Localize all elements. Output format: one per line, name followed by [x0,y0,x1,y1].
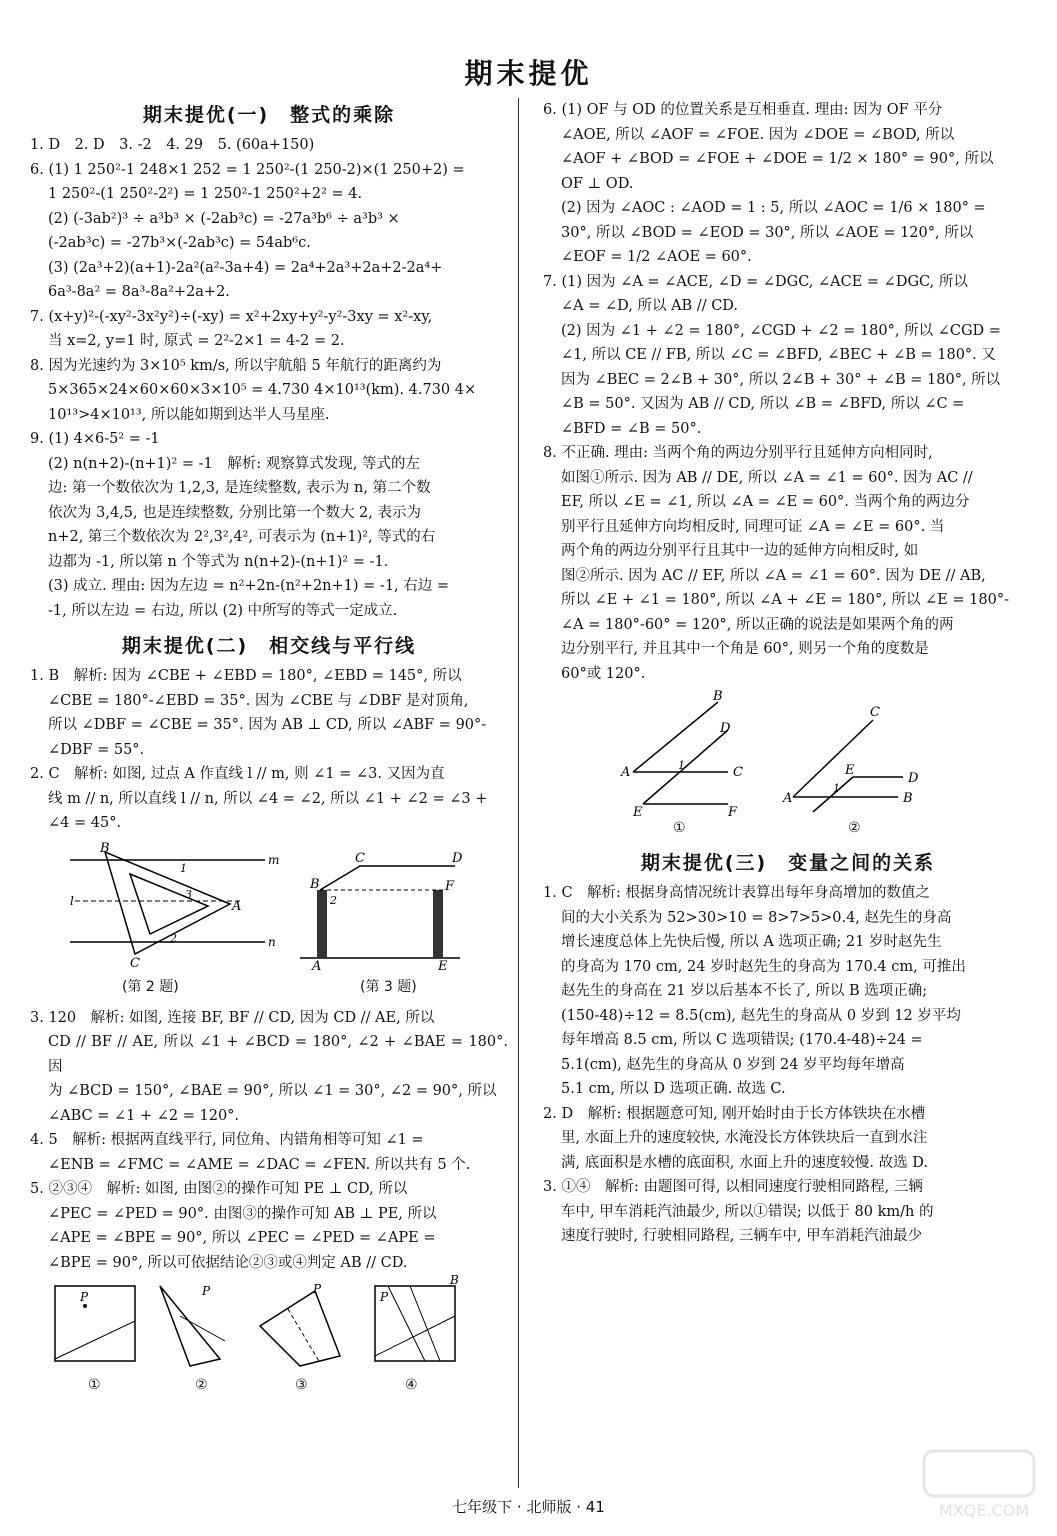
svg-text:B: B [100,840,110,856]
answer-line: 10¹³>4×10¹³, 所以能如期到达半人马星座. [48,406,330,423]
svg-text:E: E [438,958,448,974]
answer-line: 7. (1) 因为 ∠A = ∠ACE, ∠D = ∠DGC, ∠ACE = ∠DGC, 所以 [543,273,968,290]
svg-text:F: F [728,805,738,820]
svg-text:P: P [313,1282,322,1296]
answer-line: ∠ABC = ∠1 + ∠2 = 120°. [48,1107,240,1124]
figure-q2-q3-diagram [30,842,508,972]
svg-text:A: A [312,958,322,974]
svg-text:MXQE.COM: MXQE.COM [939,1501,1030,1520]
answer-line: ∠B = 50°. 又因为 AB // CD, 所以 ∠B = ∠BFD, 所以 ∠C = [561,396,965,412]
answer-line: 2. C 解析: 如图, 过点 A 作直线 l // m, 则 ∠1 = ∠3. 又因为直 [30,766,445,782]
answer-line: (2) n(n+2)-(n+1)² = -1 解析: 观察算式发现, 等式的左 [48,455,420,472]
answer-line: -1, 所以左边 = 右边, 所以 (2) 中所写的等式一定成立. [48,602,398,619]
answer-line: 8. 因为光速约为 3×10⁵ km/s, 所以宇航船 5 年航行的距离约为 [30,357,442,374]
answer-line: ∠1, 所以 CE // FB, 所以 ∠C = ∠BFD, ∠BEC + ∠B = 180°. 又 [561,347,996,363]
answer-line: 当 x=2, y=1 时, 原式 = 2²-2×1 = 4-2 = 2. [48,333,345,349]
answer-line: ∠ENB = ∠FMC = ∠AME = ∠DAC = ∠FEN. 所以共有 5 个. [48,1156,471,1173]
answer-line: ∠APE = ∠BPE = 90°, 所以 ∠PEC = ∠PED = ∠APE = [48,1230,436,1246]
answer-line: ∠CBE = 180°-∠EBD = 35°. 因为 ∠CBE 与 ∠DBF 是对顶角, [48,692,469,709]
answer-line: ∠BPE = 90°, 所以可依据结论②③或④判定 AB // CD. [48,1254,408,1271]
answer-line: (3) 成立. 理由: 因为左边 = n²+2n-(n²+2n+1) = -1, 右边 = [48,578,450,594]
answer-line: ∠PEC = ∠PED = 90°. 由图③的操作可知 AB ⊥ PE, 所以 [48,1205,437,1222]
answer-line: 因为 ∠BEC = 2∠B + 30°, 所以 2∠B + 30° + ∠B = 180°, 所以 [561,371,1001,388]
figures-q8 [543,689,1033,842]
svg-text:1: 1 [833,782,840,795]
answer-line: 里, 水面上升的速度较快, 水淹没长方体铁块后一直到水注 [561,1130,928,1146]
section-heading-2: 期末提优(二) 相交线与平行线 [121,635,417,657]
answer-line: 6. (1) 1 250²-1 248×1 252 = 1 250²-(1 250-2)×(1 250+2) = [30,161,465,178]
section-heading-3: 期末提优(三) 变量之间的关系 [640,852,936,874]
answer-line: 5×365×24×60×60×3×10⁵ = 4.730 4×10¹³(km). 4.730 4× [48,382,477,398]
answer-line: 如图①所示. 因为 AB // DE, 所以 ∠A = ∠1 = 60°. 因为 AC // [561,469,973,486]
svg-text:P: P [80,1290,89,1304]
answer-line: CD // BF // AE, 所以 ∠1 + ∠BCD = 180°, ∠2 + ∠BAE = 180°. 因 [48,1034,508,1075]
figure-q5-diagram [30,1273,508,1391]
fig5-label-1: ① [88,1377,101,1393]
fig5-label-3: ③ [295,1377,308,1393]
svg-text:B: B [450,1273,459,1287]
answer-line: 别平行且延伸方向均相反时, 同理可证 ∠A = ∠E = 60°. 当 [561,518,945,535]
answer-line: 两个角的两边分别平行且其中一边的延伸方向相反时, 如 [561,543,919,559]
svg-text:1: 1 [180,861,187,875]
svg-text:B: B [903,791,913,806]
answer-line: 1. C 解析: 根据身高情况统计表算出每年身高增加的数值之 [543,885,931,901]
answer-line: ∠4 = 45°. [48,815,122,831]
answer-line: 8. 不正确. 理由: 当两个角的两边分别平行且延伸方向相同时, [543,445,933,461]
svg-text:B: B [310,876,320,892]
answer-line: 增长速度总体上先快后慢, 所以 A 选项正确; 21 岁时赵先生 [561,934,942,950]
answer-line: 5.1(cm), 赵先生的身高从 0 岁到 24 岁平均每年增高 [561,1056,905,1073]
svg-text:C: C [355,850,365,866]
svg-text:2: 2 [330,893,337,907]
watermark-logo [919,1446,1039,1526]
answer-line: 5. ②③④ 解析: 如图, 由图②的操作可知 PE ⊥ CD, 所以 [30,1181,408,1197]
answer-line: 图②所示. 因为 AC // EF, 所以 ∠A = ∠1 = 60°. 因为 DE // AB, [561,567,986,584]
answer-line: EF, 所以 ∠E = ∠1, 所以 ∠A = ∠E = 60°. 当两个角的两边分 [561,494,970,510]
answer-line: 1. D 2. D 3. -2 4. 29 5. (60a+150) [30,137,315,153]
answer-line: 60°或 120°. [561,665,646,682]
section-1-answers [30,133,508,623]
answer-line: 车中, 甲车消耗汽油最少, 所以①错误; 以低于 80 km/h 的 [561,1203,934,1220]
answer-line: 所以 ∠E + ∠1 = 180°, 所以 ∠A + ∠E = 180°, 所以 ∠E = 180°- [561,592,1009,608]
svg-text:C: C [733,765,743,780]
svg-text:C: C [130,955,140,971]
svg-text:F: F [445,878,455,894]
svg-text:C: C [870,705,880,720]
answer-line: ∠BFD = ∠B = 50°. [561,420,702,437]
answer-line: 3. ①④ 解析: 由题图可得, 以相同速度行驶相同路程, 三辆 [543,1179,923,1195]
right-column [543,98,1033,1249]
column-divider [518,98,519,1488]
page-title: 期末提优 [464,57,593,90]
answer-line: ∠EOF = 1/2 ∠AOE = 60°. [561,249,752,265]
right-answers-b [543,881,1033,1249]
answer-line: 边分别平行, 并且其中一个角是 60°, 则另一个角的度数是 [561,641,929,657]
answer-line: 满, 底面积是水槽的底面积, 水面上升的速度较慢. 故选 D. [561,1154,928,1171]
answer-line: (150-48)÷12 = 8.5(cm), 赵先生的身高从 0 岁到 12 岁平均 [561,1007,961,1024]
svg-text:1: 1 [678,759,685,772]
figures-q5 [30,1273,508,1411]
answer-line: 为 ∠BCD = 150°, ∠BAE = 90°, 所以 ∠1 = 30°, ∠2 = 90°, 所以 [48,1083,497,1099]
answer-line: 5.1 cm, 所以 D 选项正确. 故选 C. [561,1081,786,1097]
answer-line: (3) (2a³+2)(a+1)-2a²(a²-3a+4) = 2a⁴+2a³+2a+2-2a⁴+ [48,259,443,276]
caption-q3: (第 3 题) [360,978,417,995]
section-heading-1: 期末提优(一) 整式的乘除 [142,104,396,126]
svg-text:A: A [783,791,793,806]
answer-line: (-2ab³c) = -27b³×(-2ab³c) = 54ab⁶c. [48,235,311,251]
answer-line: 4. 5 解析: 根据两直线平行, 同位角、内错角相等可知 ∠1 = [30,1132,424,1148]
svg-text:2: 2 [170,931,177,945]
right-answers-a [543,98,1033,686]
answer-line: ∠A = ∠D, 所以 AB // CD. [561,298,739,314]
figures-q2-q3 [30,842,508,1000]
answer-line: ∠DBF = 55°. [48,741,145,758]
svg-text:B: B [713,689,723,704]
svg-text:E: E [845,763,855,778]
answer-line: 线 m // n, 所以直线 l // n, 所以 ∠4 = ∠2, 所以 ∠1 + ∠2 = ∠3 + [48,790,488,807]
left-column [30,98,508,1417]
svg-text:P: P [202,1284,211,1298]
fig5-label-4: ④ [405,1377,418,1393]
answer-line: 速度行驶时, 行驶相同路程, 三辆车中, 甲车消耗汽油最少 [561,1228,923,1244]
answer-line: n+2, 第三个数依次为 2²,3²,4², 可表示为 (n+1)², 等式的右 [48,529,436,545]
caption-q2: (第 2 题) [122,978,179,995]
svg-text:E: E [633,805,643,820]
fig5-label-2: ② [195,1377,208,1393]
page-footer: 七年级下 · 北师版 · 41 [452,1498,605,1516]
answer-line: 边都为 -1, 所以第 n 个等式为 n(n+2)-(n+1)² = -1. [48,553,389,570]
section-2-answers-a [30,664,508,836]
answer-line: 30°, 所以 ∠BOD = ∠EOD = 30°, 所以 ∠AOE = 120°, 所以 [561,224,974,241]
svg-text:D: D [720,721,731,736]
answer-line: 所以 ∠DBF = ∠CBE = 35°. 因为 AB ⊥ CD, 所以 ∠ABF = 90°- [48,717,487,733]
svg-text:n: n [268,934,276,949]
answer-line: 间的大小关系为 52>30>10 = 8>7>5>0.4, 赵先生的身高 [561,909,952,926]
answer-line: 的身高为 170 cm, 24 岁时赵先生的身高为 170.4 cm, 可推出 [561,958,966,975]
svg-text:l: l [70,893,74,908]
svg-text:3: 3 [185,887,192,901]
svg-text:D: D [452,850,463,866]
answer-line: 1 250²-(1 250²-2²) = 1 250²-1 250²+2² = 4. [48,186,363,202]
answer-line: (2) 因为 ∠1 + ∠2 = 180°, ∠CGD + ∠2 = 180°, 所以 ∠CGD = [561,322,1001,339]
answer-line: 9. (1) 4×6-5² = -1 [30,431,160,447]
section-2-answers-b [30,1006,508,1276]
answer-line: 6. (1) OF 与 OD 的位置关系是互相垂直. 理由: 因为 OF 平分 [543,102,943,118]
svg-text:P: P [380,1290,389,1304]
fig8-label-2: ② [848,820,861,836]
answer-line: 赵先生的身高在 21 岁以后基本不长了, 所以 B 选项正确; [561,983,928,999]
answer-line: 每年增高 8.5 cm, 所以 C 选项错误; (170.4-48)÷24 = [561,1032,923,1048]
answer-line: ∠AOF + ∠BOD = ∠FOE + ∠DOE = 1/2 × 180° = 90°, 所以 [561,151,994,167]
answer-line: ∠AOE, 所以 ∠AOF = ∠FOE. 因为 ∠DOE = ∠BOD, 所以 [561,126,955,143]
figure-q8-diagram [543,689,1033,822]
answer-line: OF ⊥ OD. [561,175,634,192]
svg-text:m: m [268,852,280,867]
answer-line: 1. B 解析: 因为 ∠CBE + ∠EBD = 180°, ∠EBD = 145°, 所以 [30,668,462,684]
svg-text:D: D [908,771,919,786]
answer-line: 7. (x+y)²-(-xy²-3x²y²)÷(-xy) = x²+2xy+y²-y²-3xy = x²-xy, [30,308,433,325]
svg-text:A: A [232,898,242,914]
svg-text:A: A [621,765,631,780]
answer-line: 3. 120 解析: 如图, 连接 BF, BF // CD, 因为 CD // AE, 所以 [30,1009,435,1026]
answer-line: (2) (-3ab²)³ ÷ a³b³ × (-2ab³c) = -27a³b⁶ ÷ a³b³ × [48,210,400,227]
answer-line: 6a³-8a² = 8a³-8a²+2a+2. [48,284,230,300]
fig8-label-1: ① [673,820,686,836]
answer-line: 边: 第一个数依次为 1,2,3, 是连续整数, 表示为 n, 第二个数 [48,480,431,496]
answer-line: 依次为 3,4,5, 也是连续整数, 分别比第一个数大 2, 表示为 [48,504,421,521]
answer-line: 2. D 解析: 根据题意可知, 刚开始时由于长方体铁块在水槽 [543,1105,926,1122]
answer-line: (2) 因为 ∠AOC : ∠AOD = 1 : 5, 所以 ∠AOC = 1/6 × 180° = [561,200,986,216]
answer-line: ∠A = 180°-60° = 120°, 所以正确的说法是如果两个角的两 [561,616,954,633]
